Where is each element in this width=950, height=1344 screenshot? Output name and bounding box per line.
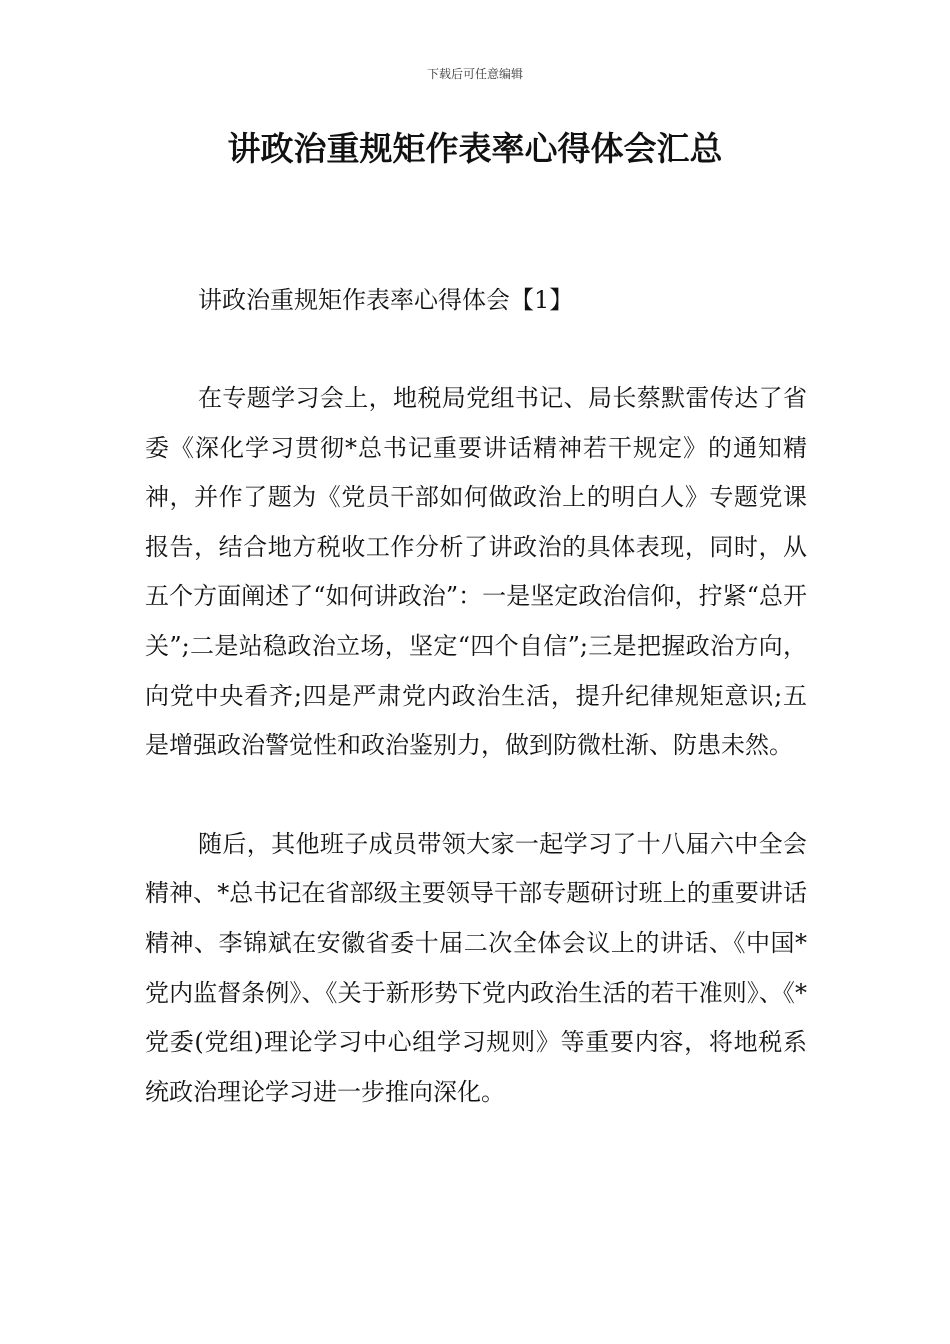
paragraph-2: 随后，其他班子成员带领大家一起学习了十八届六中全会精神、*总书记在省部级主要领导干部专题研讨班上的重要讲话精神、李锦斌在安徽省委十届二次全体会议上的讲话、《中国*党内监督条例》、《关于新形势下党内政治生活的若干准则》、《*党委(党组)理论学习中心组学习规则》等重要内容，将地税系统政治理论学习进一步推向深化。 bbox=[145, 829, 807, 1106]
document-body bbox=[145, 276, 807, 1166]
section-heading: 讲政治重规矩作表率心得体会【1】 bbox=[198, 286, 574, 314]
paragraph-1: 在专题学习会上，地税局党组书记、局长蔡默雷传达了省委《深化学习贯彻*总书记重要讲话精神若干规定》的通知精神，并作了题为《党员干部如何做政治上的明白人》专题党课报告，结合地方税收工作分析了讲政治的具体表现，同时，从五个方面阐述了“如何讲政治”：一是坚定政治信仰，拧紧“总开关”;二是站稳政治立场，坚定“四个自信”;三是把握政治方向，向党中央看齐;四是严肃党内政治生活，提升纪律规矩意识;五是增强政治警觉性和政治鉴别力，做到防微杜渐、防患未然。 bbox=[145, 384, 807, 760]
document-title: 讲政治重规矩作表率心得体会汇总 bbox=[227, 129, 723, 168]
header-note: 下载后可任意编辑 bbox=[426, 67, 523, 81]
